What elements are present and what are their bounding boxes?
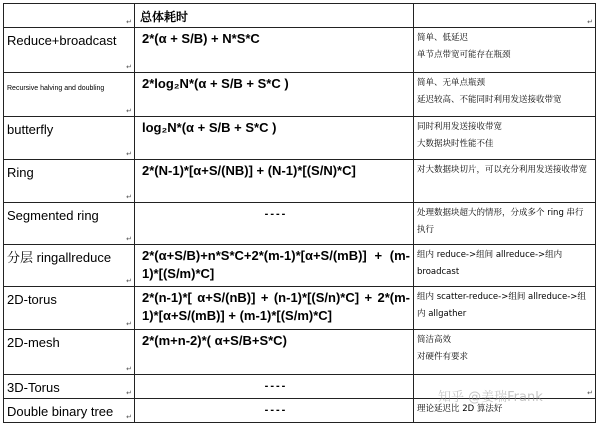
notes-cell: 简洁高效 对硬件有要求 xyxy=(414,330,596,375)
table-row xyxy=(4,160,596,203)
notes-cell: ↵ xyxy=(414,375,596,399)
algorithm-name: Reduce+broadcast ↵ xyxy=(4,28,135,73)
header-cell-total-time xyxy=(135,4,414,28)
algorithm-name: 2D-mesh ↵ xyxy=(4,330,135,375)
algorithm-name: Double binary tree ↵ xyxy=(4,399,135,423)
header-cell-notes: ↵ xyxy=(414,4,596,28)
notes-cell: 处理数据块超大的情形，分成多个 ring 串行执行 xyxy=(414,203,596,245)
table-row xyxy=(4,245,596,287)
header-row xyxy=(4,4,596,28)
table-row xyxy=(4,28,596,73)
formula-cell: 2*(α + S/B) + N*S*C xyxy=(135,28,414,73)
algorithm-name: 3D-Torus ↵ xyxy=(4,375,135,399)
comparison-table xyxy=(3,3,596,423)
notes-cell: 组内 scatter-reduce->组间 allreduce->组内 allgather xyxy=(414,287,596,330)
algorithm-name: 分层 ringallreduce ↵ xyxy=(4,245,135,287)
formula-cell: 2*(α+S/B)+n*S*C+2*(m-1)*[α+S/(mB)] + (m-1)*[(S/m)*C] xyxy=(135,245,414,287)
table-row xyxy=(4,399,596,423)
algorithm-name: Segmented ring ↵ xyxy=(4,203,135,245)
formula-cell: ---- xyxy=(135,399,414,423)
header-cell-name: ↵ xyxy=(4,4,135,28)
formula-cell: log₂N*(α + S/B + S*C ) xyxy=(135,117,414,160)
table-row xyxy=(4,203,596,245)
table-row xyxy=(4,73,596,117)
formula-cell: 2*(n-1)*[ α+S/(nB)] + (n-1)*[(S/n)*C] + 2*(m-1)*[α+S/(mB)] + (m-1)*[(S/m)*C] xyxy=(135,287,414,330)
notes-cell: 理论延迟比 2D 算法好 xyxy=(414,399,596,423)
algorithm-name: Recursive halving and doubling ↵ xyxy=(4,73,135,117)
formula-cell: 2*(m+n-2)*( α+S/B+S*C) xyxy=(135,330,414,375)
table-row xyxy=(4,117,596,160)
watermark: 知乎 @姜瑞Frank xyxy=(438,390,543,405)
table-row xyxy=(4,287,596,330)
formula-cell: 2*log₂N*(α + S/B + S*C ) xyxy=(135,73,414,117)
table-row xyxy=(4,375,596,399)
notes-cell: 同时利用发送接收带宽 大数据块时性能不佳 xyxy=(414,117,596,160)
table-row xyxy=(4,330,596,375)
formula-cell: 2*(N-1)*[α+S/(NB)] + (N-1)*[(S/N)*C] xyxy=(135,160,414,203)
formula-cell: ---- xyxy=(135,203,414,245)
algorithm-name: 2D-torus ↵ xyxy=(4,287,135,330)
notes-cell: 简单、低延迟 单节点带宽可能存在瓶颈 xyxy=(414,28,596,73)
notes-cell: 对大数据块切片，可以充分利用发送接收带宽 xyxy=(414,160,596,203)
notes-cell: 组内 reduce->组间 allreduce->组内 broadcast xyxy=(414,245,596,287)
algorithm-name: Ring ↵ xyxy=(4,160,135,203)
algorithm-name: butterfly ↵ xyxy=(4,117,135,160)
notes-cell: 简单、无单点瓶颈 延迟较高、不能同时利用发送接收带宽 xyxy=(414,73,596,117)
header-total-time: 总体耗时 xyxy=(140,10,189,24)
formula-cell: ---- xyxy=(135,375,414,399)
